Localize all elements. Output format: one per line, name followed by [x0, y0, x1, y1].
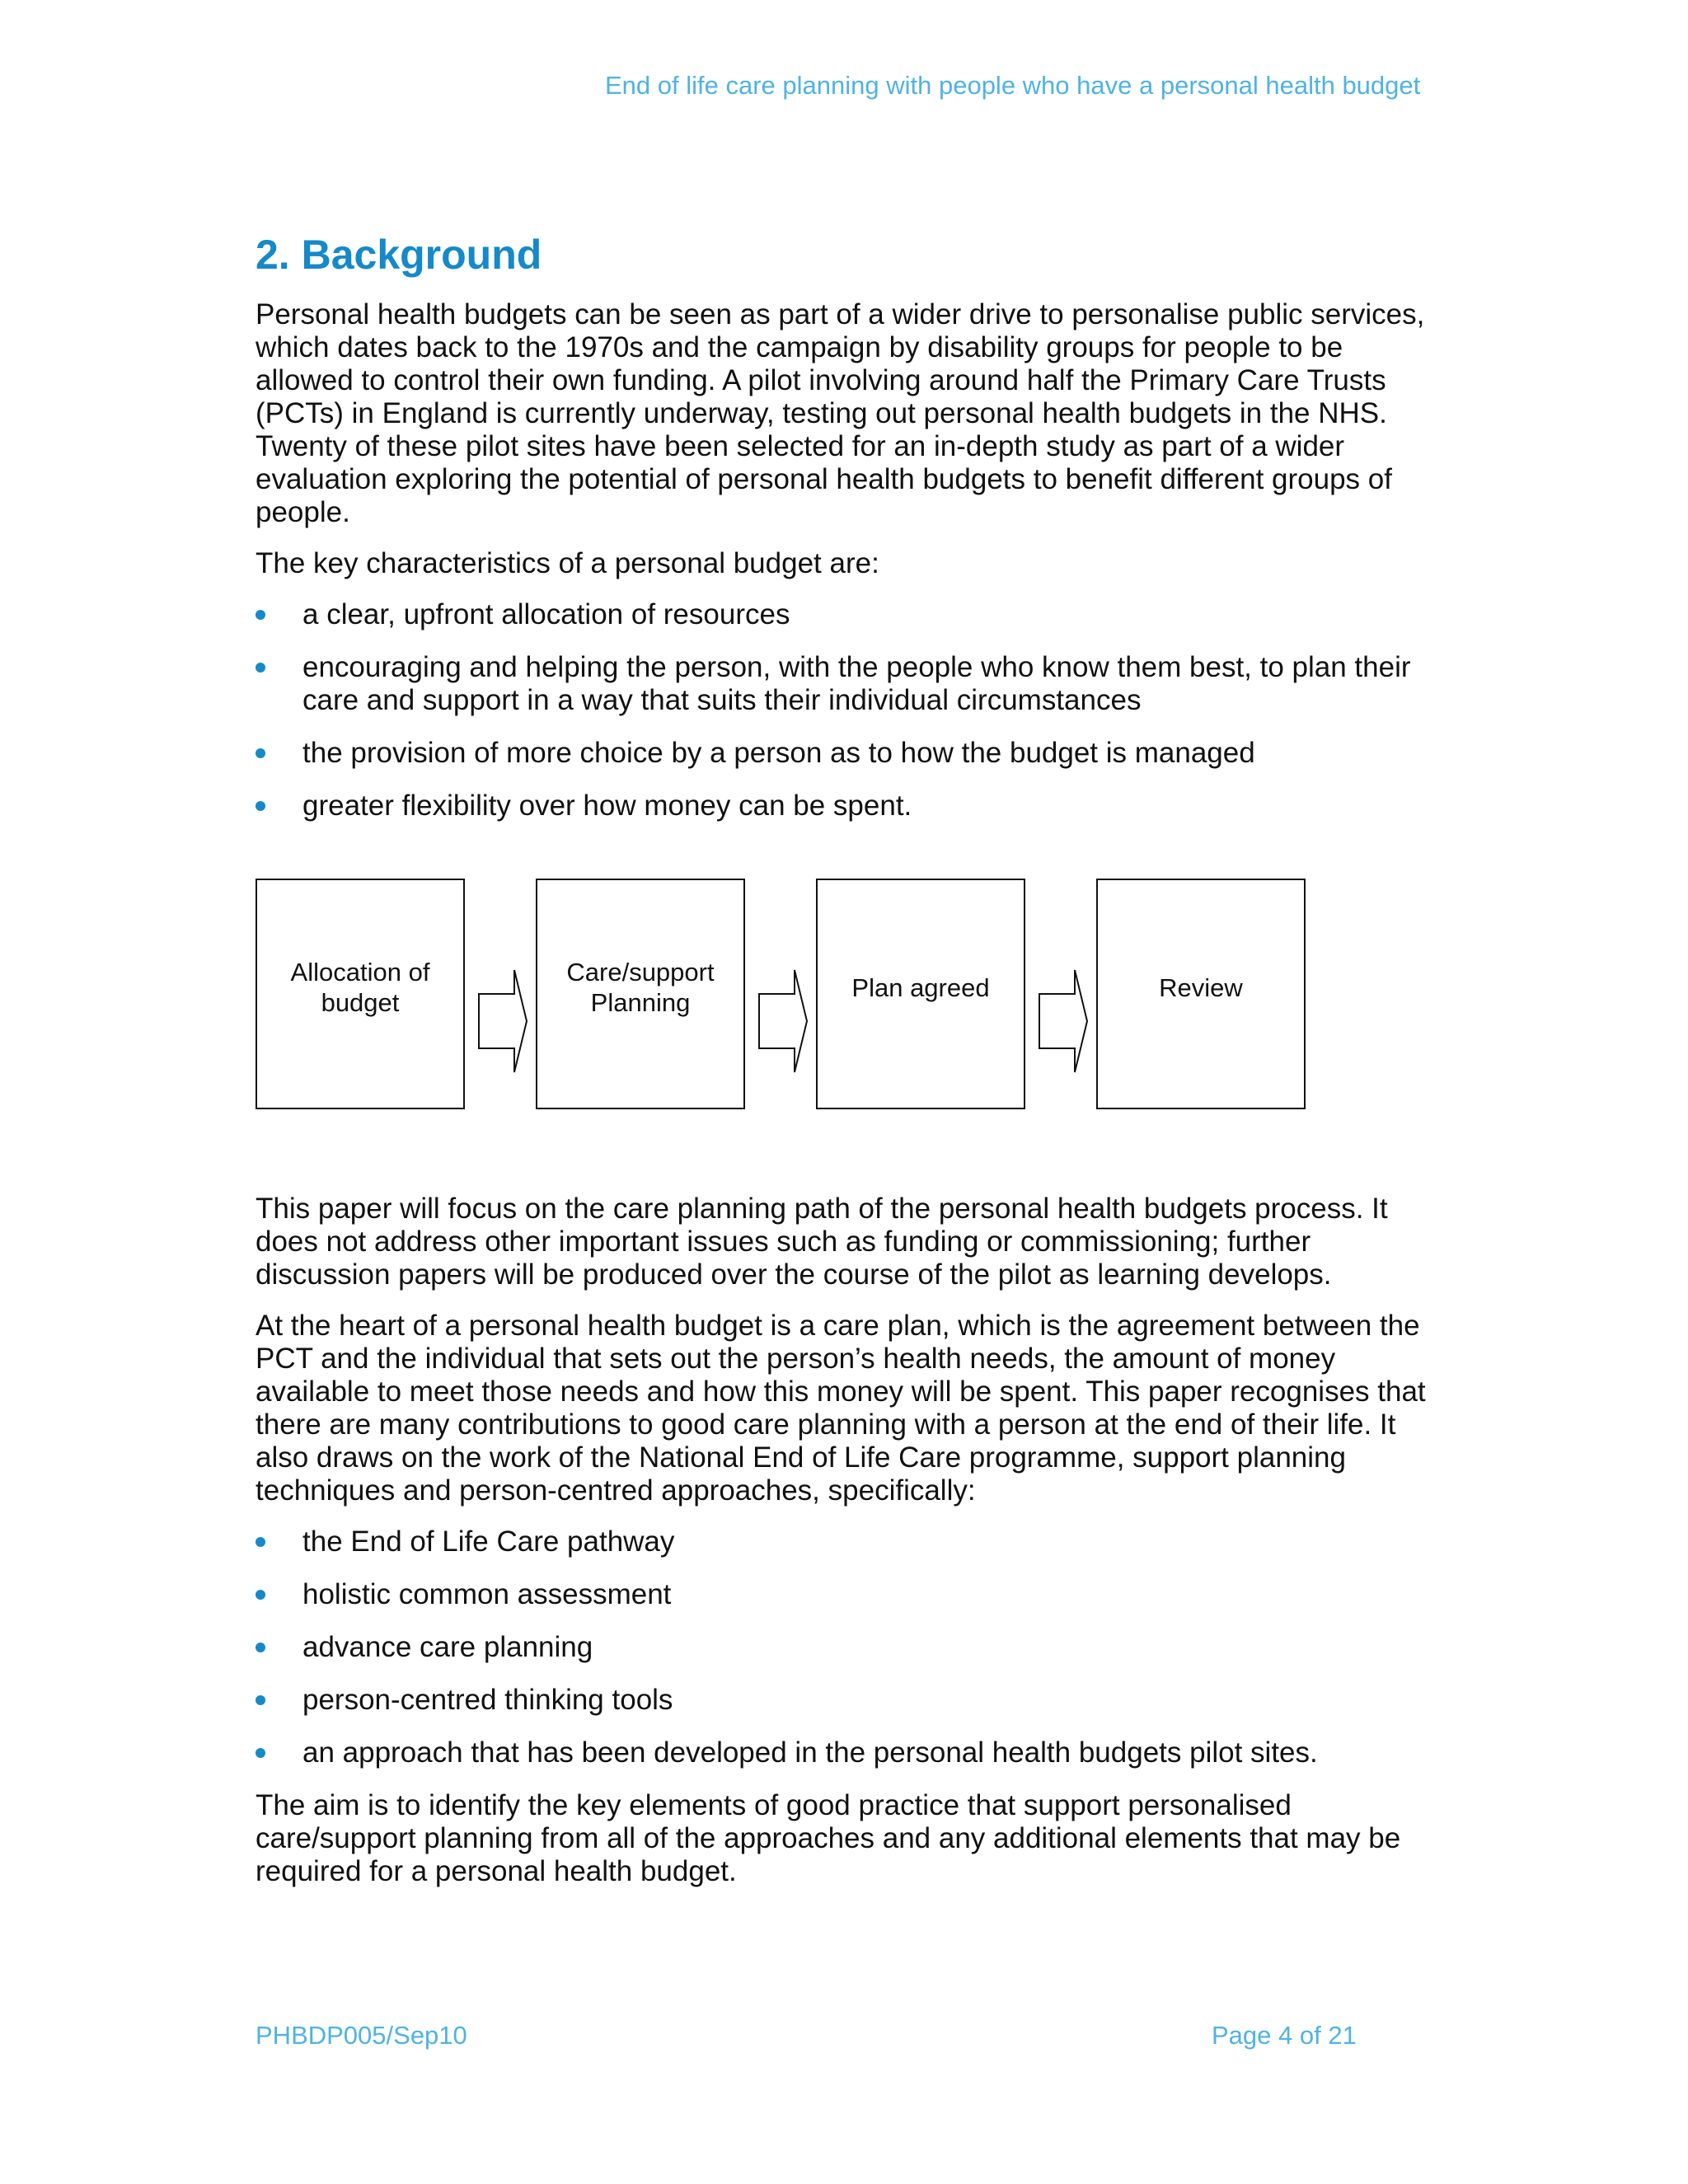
list-item: encouraging and helping the person, with the people who know them best, to plan their care and support in a way that suits their individual circumstances [256, 651, 1442, 717]
list-item: advance care planning [256, 1631, 1442, 1664]
bullet-icon [256, 663, 265, 673]
flow-step-plan-agreed: Plan agreed [816, 879, 1025, 1109]
flow-step-review: Review [1096, 879, 1306, 1109]
section-heading: 2. Background [256, 232, 542, 278]
list-item: an approach that has been developed in the personal health budgets pilot sites. [256, 1736, 1442, 1769]
intro-paragraph: Personal health budgets can be seen as part of a wider drive to personalise public services, which dates back to the 1970s and the campaign by disability groups for people to be allowed to control their own funding. A pilot involving around half the Primary Care Trusts (PCTs) in England is currently underway, testing out personal health budgets in the NHS. Twenty of these pilot sites have been selected for an in-depth study as part of a wider evaluation exploring the potential of personal health budgets to benefit different groups of people. [256, 298, 1425, 528]
footer-page-number: Page 4 of 21 [1212, 2021, 1357, 2050]
flow-step-planning: Care/support Planning [536, 879, 745, 1109]
characteristics-list [256, 598, 1442, 823]
bullet-icon [256, 1590, 265, 1600]
approaches-list [256, 1526, 1442, 1769]
arrow-right-icon [1039, 969, 1088, 1073]
bullet-icon [256, 801, 265, 811]
running-header: End of life care planning with people who have a personal health budget [605, 71, 1421, 100]
flow-step-allocation: Allocation of budget [256, 879, 465, 1109]
footer-doc-code: PHBDP005/Sep10 [256, 2021, 467, 2050]
list-item: a clear, upfront allocation of resources [256, 598, 1442, 631]
characteristics-lead: The key characteristics of a personal budget are: [256, 547, 879, 579]
bullet-icon [256, 1643, 265, 1652]
arrow-right-icon [478, 969, 528, 1073]
main-content [256, 227, 1442, 1906]
process-flow-diagram [256, 879, 1442, 1112]
bullet-icon [256, 1537, 265, 1547]
arrow-right-icon [758, 969, 808, 1073]
list-item: greater flexibility over how money can be spent. [256, 790, 1442, 823]
list-item: person-centred thinking tools [256, 1684, 1442, 1717]
bullet-icon [256, 1695, 265, 1705]
focus-paragraph: This paper will focus on the care planning path of the personal health budgets process. It does not address other important issues such as funding or commissioning; further discussion papers will be produced over the course of the pilot as learning develops. [256, 1193, 1388, 1291]
bullet-icon [256, 748, 265, 758]
list-item: the End of Life Care pathway [256, 1526, 1442, 1558]
list-item: the provision of more choice by a person as to how the budget is managed [256, 737, 1442, 770]
bullet-icon [256, 1748, 265, 1758]
list-item: holistic common assessment [256, 1578, 1442, 1611]
care-plan-paragraph: At the heart of a personal health budget is a care plan, which is the agreement between the PCT and the individual that sets out the person’s health needs, the amount of money available to meet those needs and how this money will be spent. This paper recognises that there are many contributions to good care planning with a person at the end of their life. It also draws on the work of the National End of Life Care programme, support planning techniques and person-centred approaches, specifically: [256, 1310, 1426, 1507]
bullet-icon [256, 610, 265, 620]
aim-paragraph: The aim is to identify the key elements of good practice that support personalised care/support planning from all of the approaches and any additional elements that may be required for a personal health budget. [256, 1789, 1401, 1887]
